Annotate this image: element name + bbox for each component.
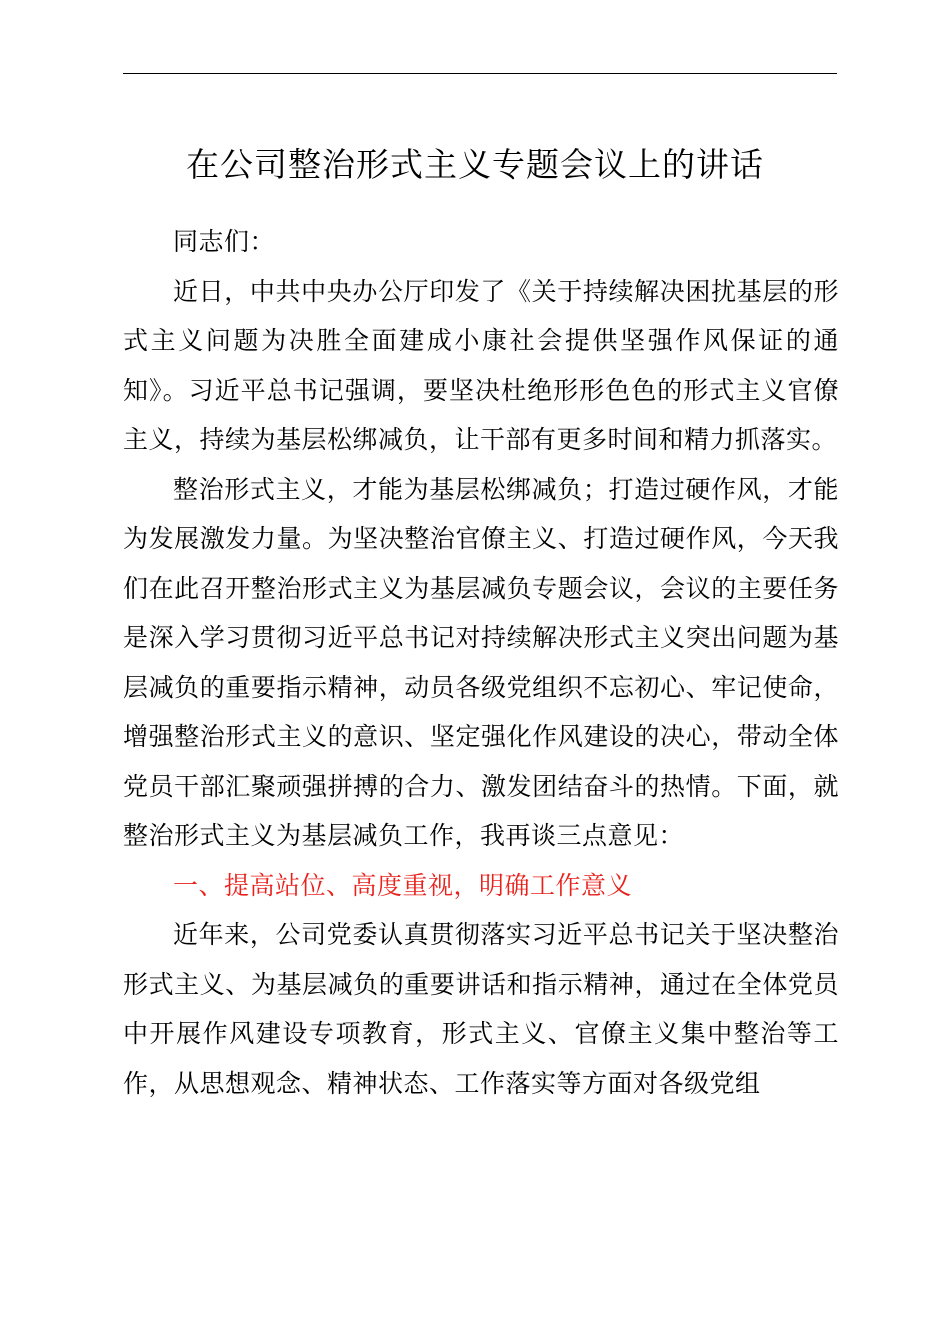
document-title: 在公司整治形式主义专题会议上的讲话: [186, 145, 764, 184]
section-paragraph: 近年来，公司党委认真贯彻落实习近平总书记关于坚决整治形式主义、为基层减负的重要讲话和指示精神，通过在全体党员中开展作风建设专项教育，形式主义、官僚主义集中整治等工作，从思想观念、精神状态、工作落实等方面对各级党组: [123, 920, 839, 1098]
header-rule: [123, 73, 837, 74]
salutation: 同志们：: [173, 227, 276, 256]
paragraph-1: 近日，中共中央办公厅印发了《关于持续解决困扰基层的形式主义问题为决胜全面建成小康社会提供坚强作风保证的通知》。习近平总书记强调，要坚决杜绝形形色色的形式主义官僚主义，持续为基层松绑减负，让干部有更多时间和精力抓落实。: [123, 276, 839, 454]
paragraph-2: 整治形式主义，才能为基层松绑减负；打造过硬作风，才能为发展激发力量。为坚决整治官僚主义、打造过硬作风，今天我们在此召开整治形式主义为基层减负专题会议，会议的主要任务是深入学习贯彻习近平总书记对持续解决形式主义突出问题为基层减负的重要指示精神，动员各级党组织不忘初心、牢记使命，增强整治形式主义的意识、坚定强化作风建设的决心，带动全体党员干部汇聚顽强拼搏的合力、激发团结奋斗的热情。下面，就整治形式主义为基层减负工作，我再谈三点意见：: [123, 474, 839, 850]
document-body: [123, 217, 839, 1108]
section-heading: 一、提高站位、高度重视，明确工作意义: [173, 870, 633, 900]
